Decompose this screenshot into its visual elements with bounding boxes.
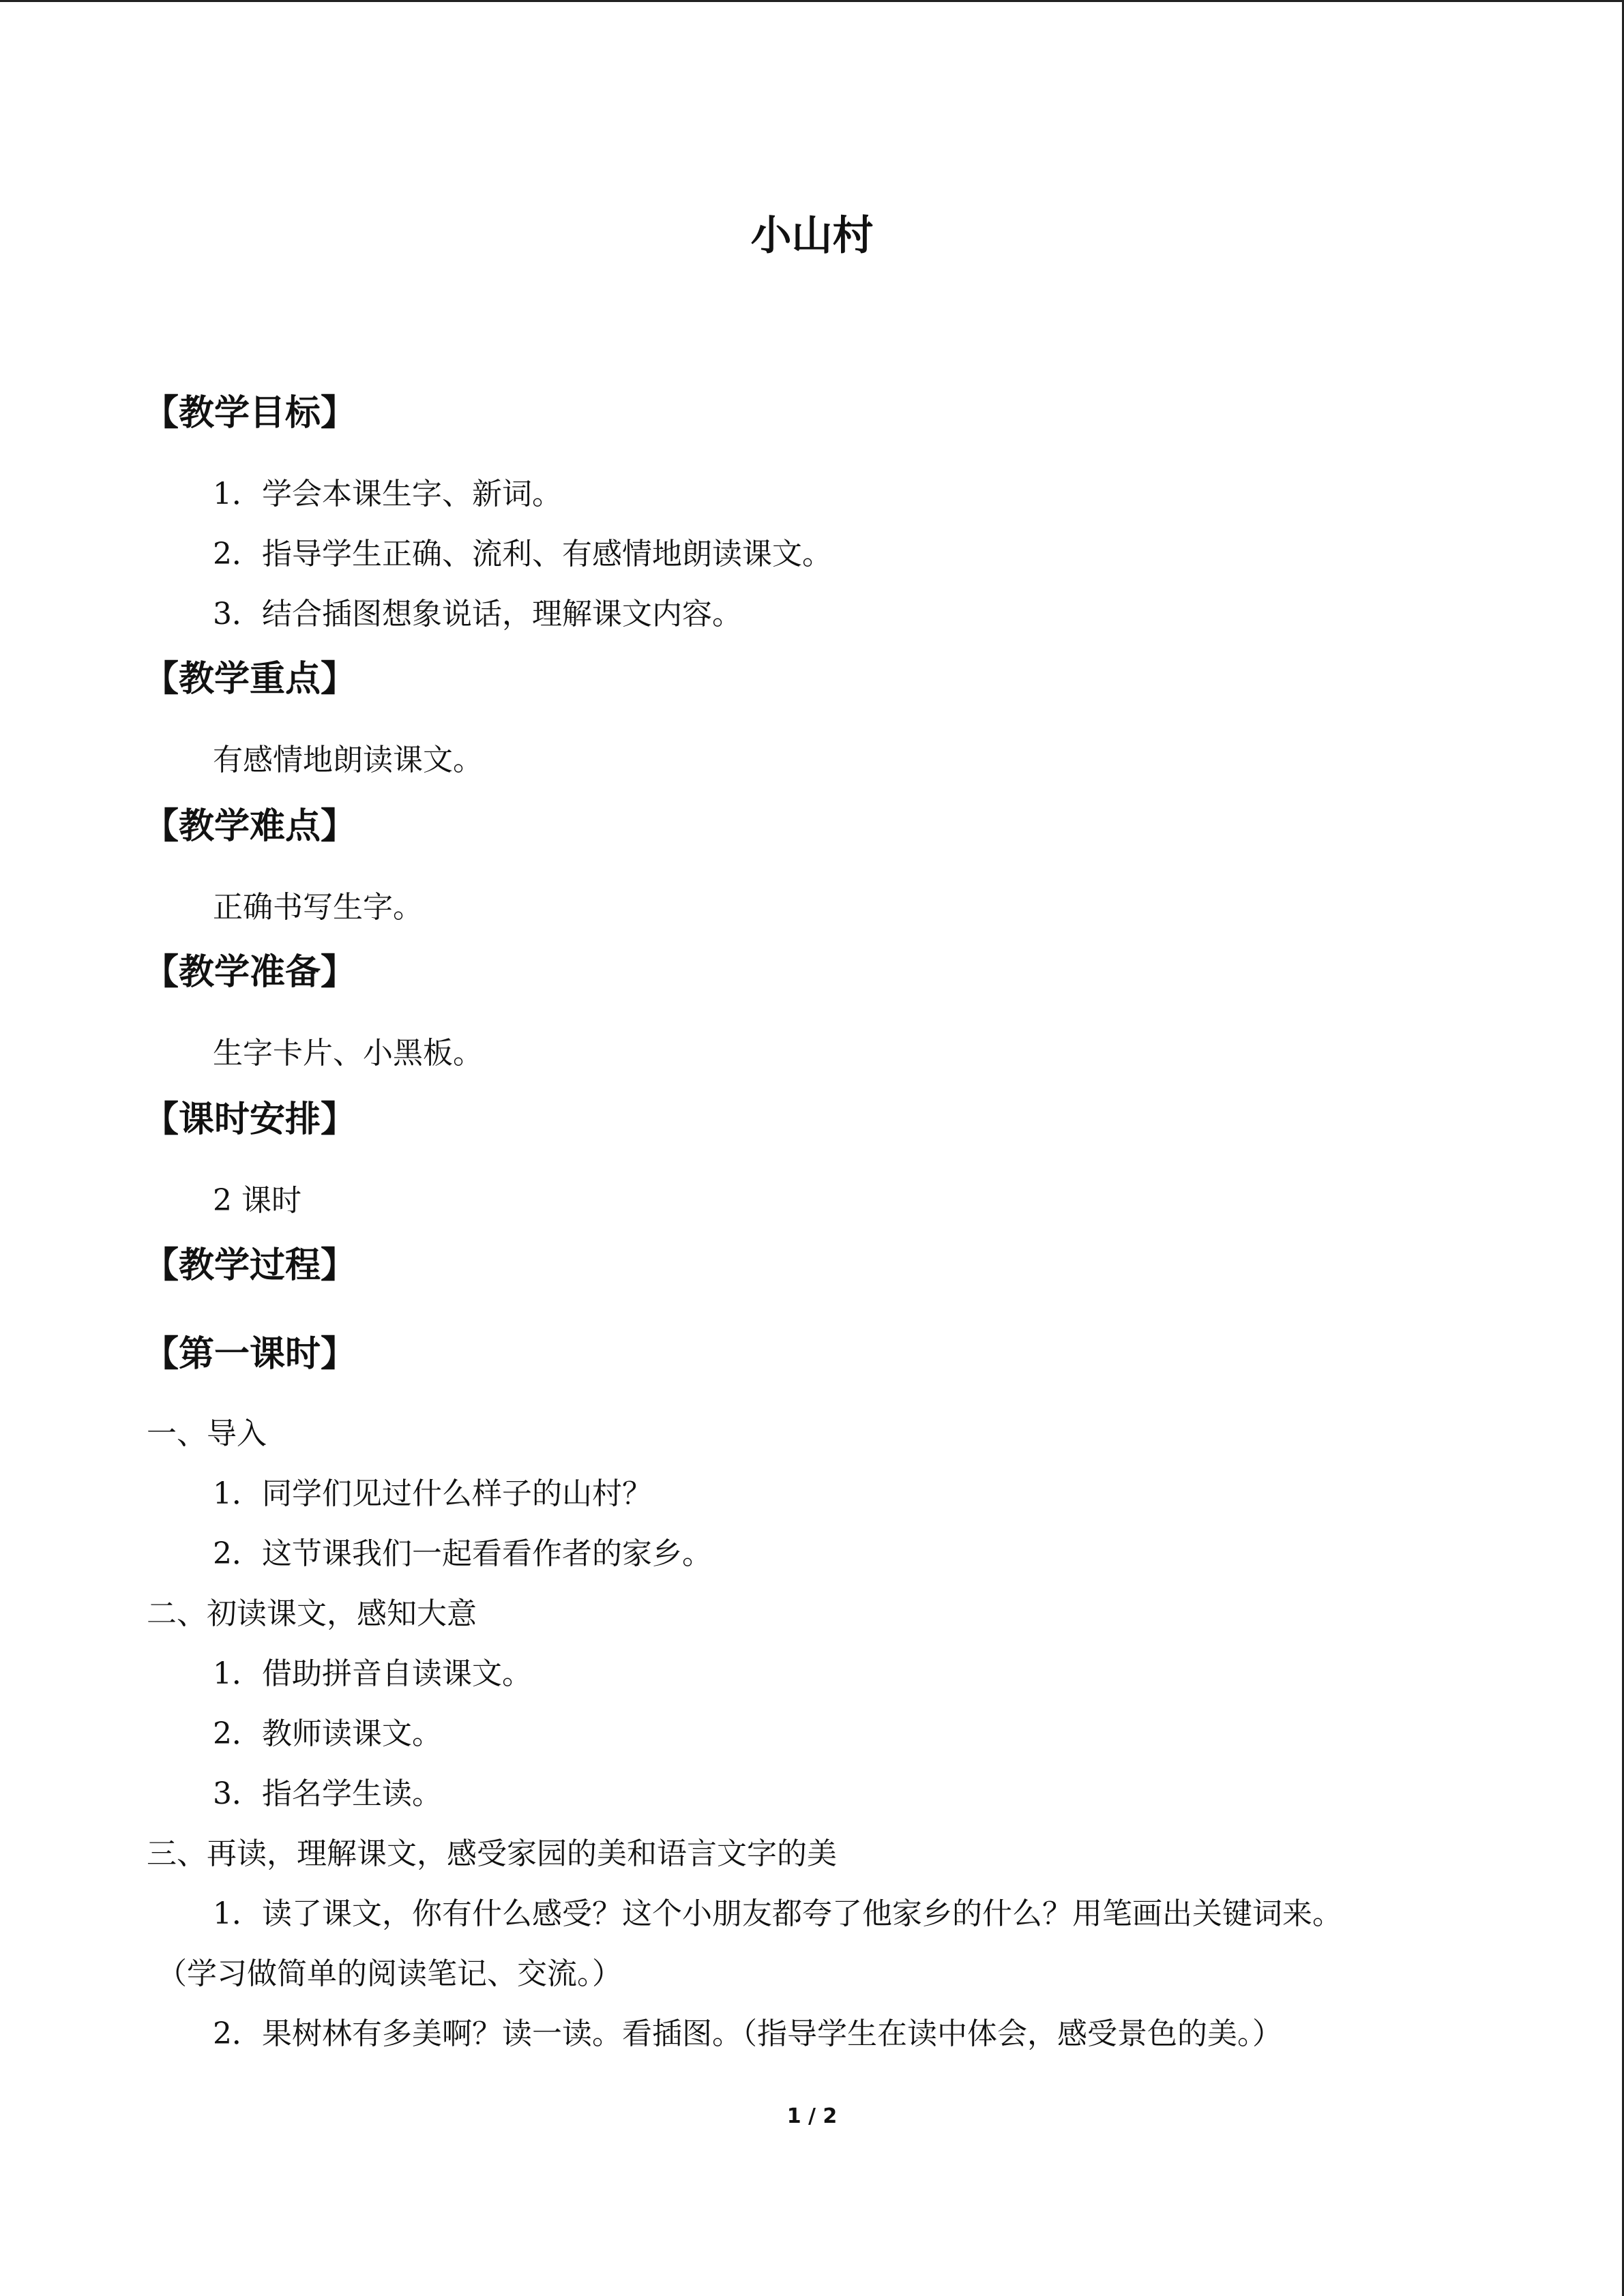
heading-teaching-goals: 【教学目标】 [143, 393, 357, 434]
heading-process: 【教学过程】 [143, 1245, 357, 1286]
goal-item-3: 3．结合插图想象说话，理解课文内容。 [213, 597, 742, 631]
step-first-read-item-1: 1．借助拼音自读课文。 [213, 1656, 532, 1691]
step-first-read-item-3: 3．指名学生读。 [213, 1776, 442, 1811]
goal-item-2: 2．指导学生正确、流利、有感情地朗读课文。 [213, 537, 832, 571]
heading-difficulties: 【教学难点】 [143, 806, 357, 847]
step-intro-item-2: 2．这节课我们一起看看作者的家乡。 [213, 1536, 712, 1571]
step-intro-title: 一、导入 [147, 1416, 267, 1451]
page-number: 1 / 2 [786, 2104, 838, 2128]
step-first-read-item-2: 2．教师读课文。 [213, 1716, 442, 1751]
heading-key-points: 【教学重点】 [143, 659, 357, 700]
heading-preparation: 【教学准备】 [143, 952, 357, 993]
heading-first-lesson: 【第一课时】 [143, 1334, 357, 1375]
step-intro-item-1: 1．同学们见过什么样子的山村？ [213, 1476, 652, 1511]
goal-item-1: 1．学会本课生字、新词。 [213, 477, 562, 511]
schedule-text: 2 课时 [213, 1183, 301, 1218]
step-reread-item-1: 1．读了课文，你有什么感受？这个小朋友都夸了他家乡的什么？用笔画出关键词来。 [213, 1896, 1342, 1931]
step-reread-title: 三、再读，理解课文，感受家园的美和语言文字的美 [147, 1836, 837, 1871]
document-title: 小山村 [750, 212, 874, 260]
difficulties-text: 正确书写生字。 [213, 890, 423, 925]
heading-schedule: 【课时安排】 [143, 1099, 357, 1140]
step-first-read-title: 二、初读课文，感知大意 [147, 1596, 477, 1631]
preparation-text: 生字卡片、小黑板。 [213, 1036, 483, 1071]
key-points-text: 有感情地朗读课文。 [213, 743, 483, 777]
step-reread-item-2: 2．果树林有多美啊？读一读。看插图。（指导学生在读中体会，感受景色的美。） [213, 2016, 1282, 2051]
step-reread-item-1-continued: （学习做简单的阅读笔记、交流。） [157, 1956, 622, 1991]
